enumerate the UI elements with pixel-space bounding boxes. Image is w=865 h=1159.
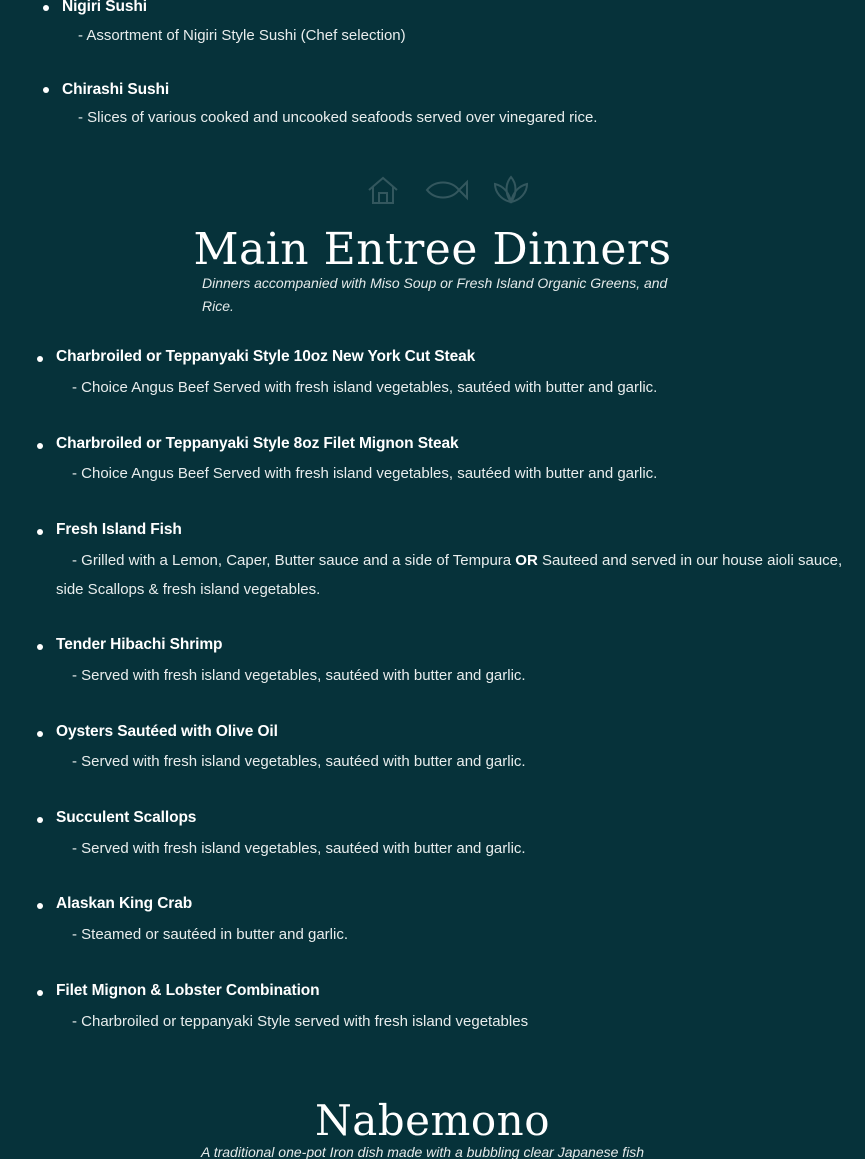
section-title-nabemono: Nabemono [315,1096,550,1145]
bullet-icon [37,817,43,823]
bullet-icon [37,731,43,737]
bullet-icon [37,903,43,909]
item-description: - Served with fresh island vegetables, sautéed with butter and garlic. [72,667,526,684]
item-title: Tender Hibachi Shrimp [56,636,223,653]
item-title: Alaskan King Crab [56,895,193,912]
bullet-icon [37,356,43,362]
item-title: Charbroiled or Teppanyaki Style 8oz Filet Mignon Steak [56,435,459,452]
item-title: Charbroiled or Teppanyaki Style 10oz New York Cut Steak [56,348,476,365]
description-part-2: Sauteed and served in our house aioli sauce, side Scallops & fresh island vegetables. [56,552,843,598]
item-description: - Charbroiled or teppanyaki Style served with fresh island vegetables [72,1013,529,1030]
bullet-icon [43,87,49,93]
section-subtitle-nabemono: A traditional one-pot Iron dish made with a bubbling clear Japanese fish [201,1144,645,1159]
item-title: Nigiri Sushi [62,0,147,15]
item-title: Chirashi Sushi [62,81,170,98]
item-description: - Served with fresh island vegetables, sautéed with butter and garlic. [72,753,526,770]
item-description [56,546,846,604]
bullet-icon [37,443,43,449]
item-description: - Choice Angus Beef Served with fresh island vegetables, sautéed with butter and garlic. [72,465,658,482]
item-title: Oysters Sautéed with Olive Oil [56,723,278,740]
decorative-icons [365,172,535,208]
section-title-main-entree: Main Entree Dinners [193,224,672,275]
item-description: - Steamed or sautéed in butter and garlic. [72,926,348,943]
fish-icon [423,176,469,204]
item-title: Filet Mignon & Lobster Combination [56,982,320,999]
bullet-icon [43,5,49,11]
bullet-icon [37,990,43,996]
bullet-icon [37,529,43,535]
item-description: - Assortment of Nigiri Style Sushi (Chef selection) [78,27,406,44]
item-title: Succulent Scallops [56,809,197,826]
item-title: Fresh Island Fish [56,521,182,538]
item-description: - Choice Angus Beef Served with fresh island vegetables, sautéed with butter and garlic. [72,379,658,396]
item-description: - Served with fresh island vegetables, sautéed with butter and garlic. [72,840,526,857]
description-or: OR [515,552,538,569]
lotus-icon [491,174,531,206]
house-icon [365,174,401,206]
item-description: - Slices of various cooked and uncooked seafoods served over vinegared rice. [78,109,598,126]
section-subtitle-main-entree: Dinners accompanied with Miso Soup or Fresh Island Organic Greens, and Rice. [202,275,668,314]
description-part-1: - Grilled with a Lemon, Caper, Butter sauce and a side of Tempura [72,552,516,569]
bullet-icon [37,644,43,650]
